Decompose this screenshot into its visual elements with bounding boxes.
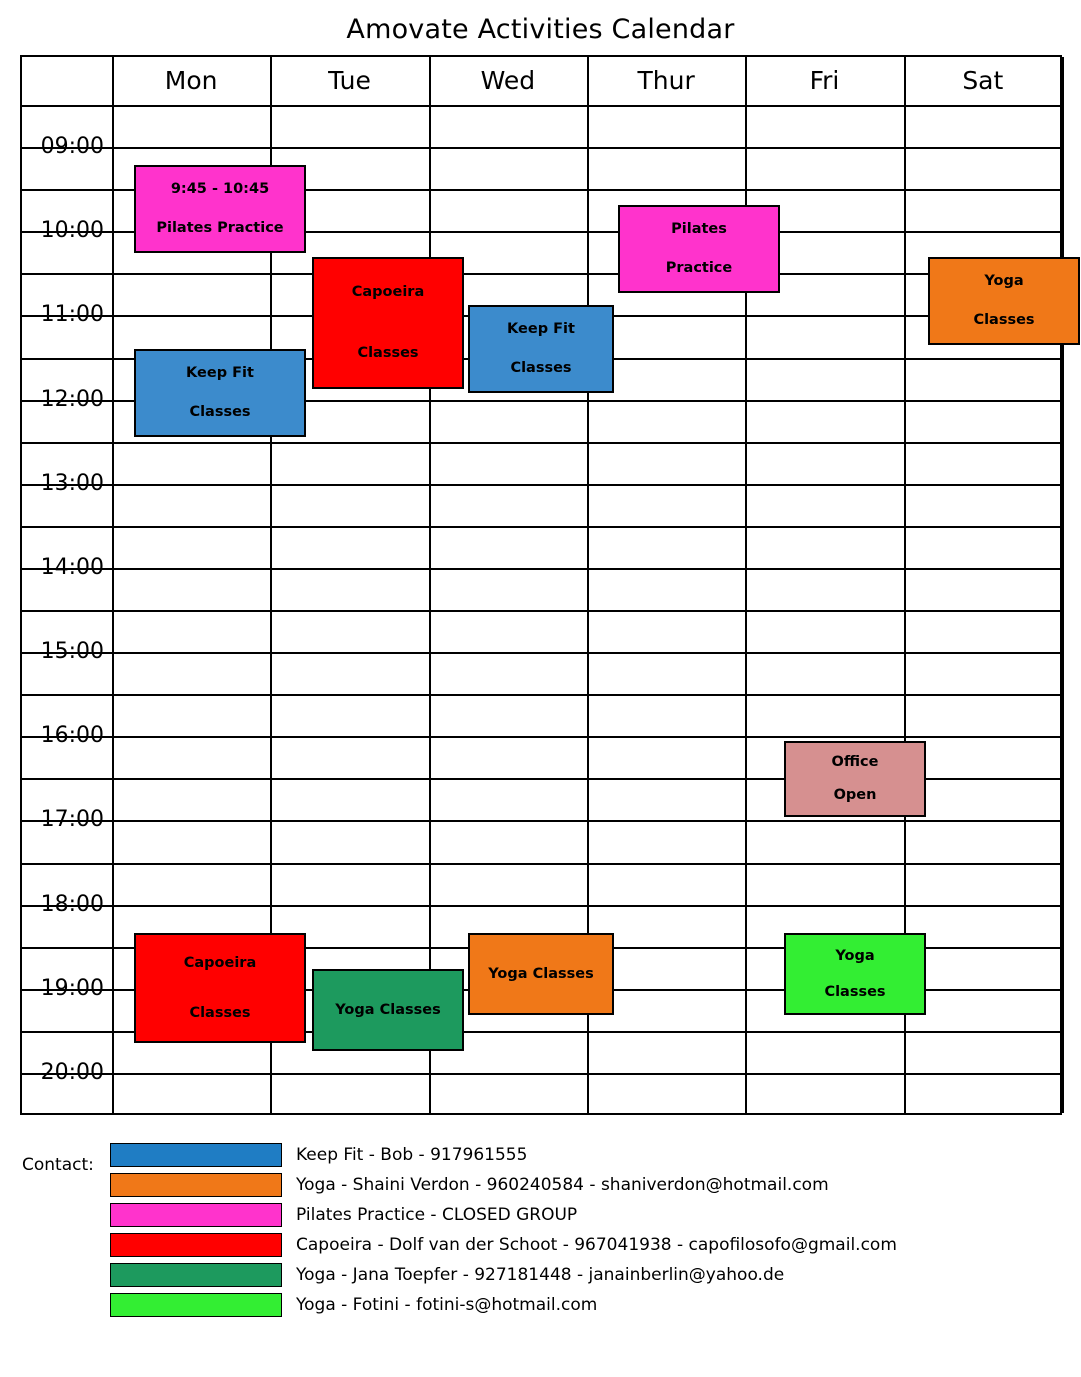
event-line-1: Capoeira — [183, 954, 257, 971]
event-line-2: Pilates Practice — [156, 220, 284, 237]
grid-line-vertical — [1062, 57, 1064, 1113]
legend-row — [20, 1200, 1060, 1230]
legend-color-swatch — [110, 1233, 282, 1257]
time-label-1400: 14:00 — [40, 554, 104, 580]
grid-line-horizontal — [22, 905, 1060, 907]
grid-line-vertical — [112, 57, 114, 1113]
time-label-1900: 19:00 — [40, 975, 104, 1001]
legend-label: Yoga - Fotini - fotini-s@hotmail.com — [296, 1295, 598, 1315]
event-line-2: Classes — [357, 345, 419, 362]
event-line-1: Yoga — [835, 947, 875, 964]
event-line-1: Keep Fit — [186, 365, 254, 382]
time-label-1800: 18:00 — [40, 891, 104, 917]
time-label-1600: 16:00 — [40, 723, 104, 749]
grid-line-horizontal — [22, 526, 1060, 528]
legend-row — [20, 1170, 1060, 1200]
day-header-thur: Thur — [637, 66, 695, 95]
time-label-1200: 12:00 — [40, 386, 104, 412]
grid-line-horizontal — [22, 694, 1060, 696]
calendar-event-pilates-practice-mon[interactable] — [134, 165, 306, 253]
calendar-event-office-open-fri[interactable] — [784, 741, 926, 817]
legend-color-swatch — [110, 1203, 282, 1227]
legend-label: Capoeira - Dolf van der Schoot - 967041938 - capofilosofo@gmail.com — [296, 1235, 897, 1255]
legend-color-swatch — [110, 1293, 282, 1317]
time-label-1000: 10:00 — [40, 218, 104, 244]
event-line-1: Yoga — [984, 273, 1024, 290]
grid-line-horizontal — [22, 610, 1060, 612]
contact-label: Contact: — [22, 1155, 94, 1175]
grid-line-horizontal — [22, 863, 1060, 865]
calendar-event-yoga-classes-sat[interactable] — [928, 257, 1080, 345]
event-line-1: Keep Fit — [507, 321, 575, 338]
event-line-1: Pilates — [671, 221, 727, 238]
calendar-event-capoeira-classes-mon-evening[interactable] — [134, 933, 306, 1043]
legend-row — [20, 1140, 1060, 1170]
grid-line-horizontal — [22, 105, 1060, 107]
event-line-2: Practice — [665, 260, 733, 277]
grid-line-horizontal — [22, 568, 1060, 570]
activities-calendar — [20, 55, 1062, 1115]
calendar-event-keep-fit-wed[interactable] — [468, 305, 614, 393]
page-title: Amovate Activities Calendar — [346, 14, 735, 45]
grid-line-vertical — [429, 57, 431, 1113]
grid-line-horizontal — [22, 484, 1060, 486]
legend-color-swatch — [110, 1263, 282, 1287]
legend-label: Yoga - Jana Toepfer - 927181448 - janainberlin@yahoo.de — [296, 1265, 785, 1285]
calendar-event-pilates-practice-thur[interactable] — [618, 205, 780, 293]
grid-line-horizontal — [22, 736, 1060, 738]
legend-row — [20, 1290, 1060, 1320]
day-header-fri: Fri — [809, 66, 840, 95]
calendar-event-capoeira-classes-tue-morning[interactable] — [312, 257, 464, 389]
legend-color-swatch — [110, 1143, 282, 1167]
time-label-1700: 17:00 — [40, 807, 104, 833]
event-line-1: Capoeira — [351, 284, 425, 301]
calendar-event-keep-fit-mon[interactable] — [134, 349, 306, 437]
day-header-tue: Tue — [328, 66, 371, 95]
event-line-2: Classes — [973, 312, 1035, 329]
day-header-sat: Sat — [962, 66, 1004, 95]
event-line-1: Yoga Classes — [335, 1001, 441, 1018]
day-header-wed: Wed — [480, 66, 536, 95]
legend-row — [20, 1230, 1060, 1260]
event-line-1: Yoga Classes — [488, 965, 594, 982]
event-line-2: Classes — [824, 983, 886, 1000]
event-line-2: Open — [833, 787, 877, 804]
day-header-mon: Mon — [164, 66, 218, 95]
grid-line-horizontal — [22, 273, 1060, 275]
legend — [20, 1140, 1060, 1320]
legend-label: Yoga - Shaini Verdon - 960240584 - shaniverdon@hotmail.com — [296, 1175, 829, 1195]
calendar-event-yoga-classes-tue-evening[interactable] — [312, 969, 464, 1051]
grid-line-horizontal — [22, 652, 1060, 654]
event-line-2: Classes — [510, 360, 572, 377]
grid-line-horizontal — [22, 820, 1060, 822]
legend-row — [20, 1260, 1060, 1290]
time-label-2000: 20:00 — [40, 1059, 104, 1085]
legend-color-swatch — [110, 1173, 282, 1197]
time-label-0900: 09:00 — [40, 134, 104, 160]
event-line-2: Classes — [189, 1004, 251, 1021]
event-line-1: 9:45 - 10:45 — [170, 181, 270, 198]
calendar-event-yoga-classes-wed-evening[interactable] — [468, 933, 614, 1015]
time-label-1300: 13:00 — [40, 470, 104, 496]
calendar-event-yoga-classes-fri-evening[interactable] — [784, 933, 926, 1015]
legend-label: Pilates Practice - CLOSED GROUP — [296, 1205, 578, 1225]
time-label-1500: 15:00 — [40, 639, 104, 665]
event-line-2: Classes — [189, 404, 251, 421]
time-label-1100: 11:00 — [40, 302, 104, 328]
legend-label: Keep Fit - Bob - 917961555 — [296, 1145, 528, 1165]
grid-line-horizontal — [22, 147, 1060, 149]
grid-line-horizontal — [22, 442, 1060, 444]
event-line-1: Office — [831, 754, 879, 771]
grid-line-horizontal — [22, 1073, 1060, 1075]
